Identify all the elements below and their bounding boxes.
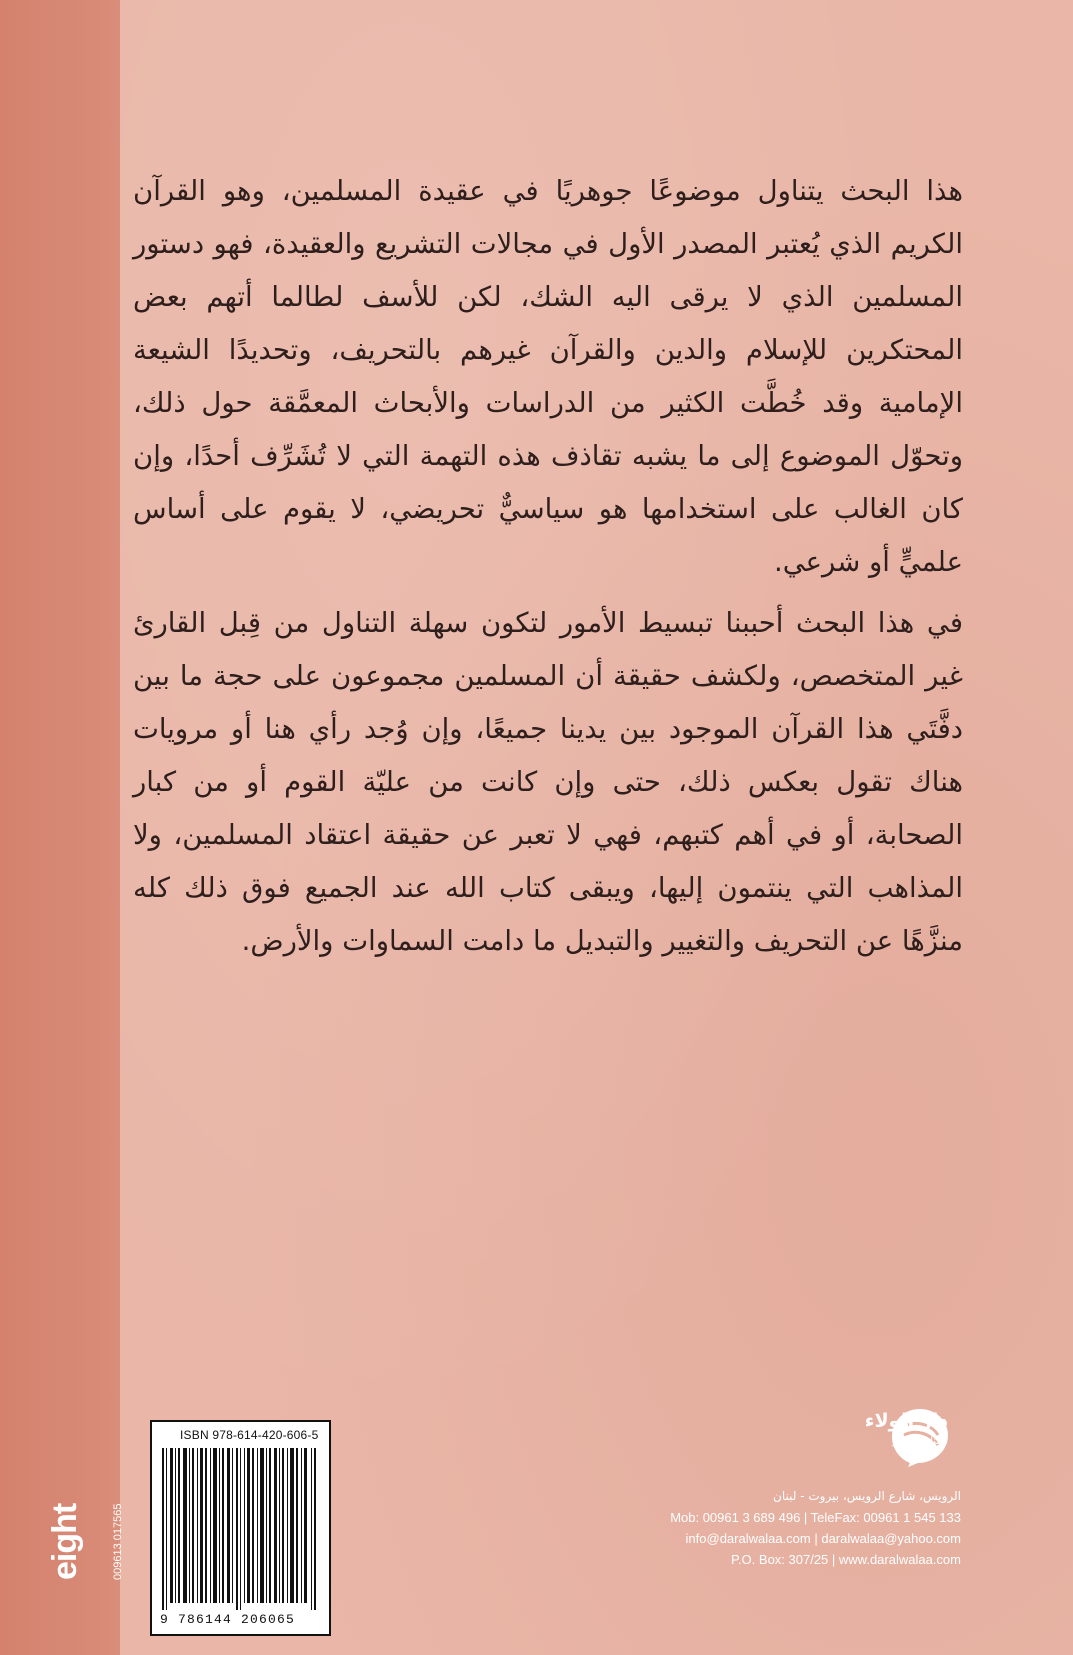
back-cover-blurb <box>133 165 963 968</box>
imprint-code: 009613 017565 <box>112 1503 124 1580</box>
barcode-icon <box>162 1448 319 1610</box>
publisher-phone: Mob: 00961 3 689 496 | TeleFax: 00961 1 545 133 <box>670 1510 961 1525</box>
blurb-paragraph-2: في هذا البحث أحببنا تبسيط الأمور لتكون سهلة التناول من قِبل القارئ غير المتخصص، ولكشف حقيقة أن المسلمين مجموعون على حجة ما بين دفَّتَي هذا القرآن الموجود بين يدينا جميعًا، وإن وُجد رأي هنا أو مرويات هناك تقول بعكس ذلك، حتى وإن كانت من عليّة القوم أو من كبار الصحابة، أو في أهم كتبهم، فهي لا تعبر عن حقيقة اعتقاد المسلمين، ولا المذاهب التي ينتمون إليها، ويبقى كتاب الله عند الجميع فوق ذلك كله منزَّهًا عن التحريف والتغيير والتبديل ما دامت السماوات والأرض. <box>133 607 963 957</box>
publisher-name: دار الولاء <box>864 1410 948 1432</box>
imprint-logo: eight <box>46 1503 84 1580</box>
publisher-email: info@daralwalaa.com | daralwalaa@yahoo.com <box>685 1531 961 1546</box>
publisher-contact <box>541 1486 961 1570</box>
publisher-subtitle: لصناعة النشر <box>892 1436 948 1447</box>
barcode-digits: 9 786144 206065 <box>160 1612 296 1627</box>
isbn-label: ISBN 978-614-420-606-5 <box>180 1428 319 1442</box>
publisher-web: P.O. Box: 307/25 | www.daralwalaa.com <box>730 1552 961 1567</box>
isbn-barcode <box>150 1420 331 1636</box>
publisher-address: الرويس، شارع الرويس، بيروت - لبنان <box>773 1489 961 1503</box>
blurb-paragraph-1: هذا البحث يتناول موضوعًا جوهريًا في عقيدة المسلمين، وهو القرآن الكريم الذي يُعتبر المصدر الأول في مجالات التشريع والعقيدة، فهو دستور المسلمين الذي لا يرقى اليه الشك، لكن للأسف لطالما أتهم بعض المحتكرين للإسلام والدين والقرآن غيرهم بالتحريف، وتحديدًا الشيعة الإمامية وقد خُطَّت الكثير من الدراسات والأبحاث المعمَّقة حول ذلك، وتحوّل الموضوع إلى ما يشبه تقاذف هذه التهمة التي لا تُشَرِّف أحدًا، وإن كان الغالب على استخدامها هو سياسيٌّ تحريضي، لا يقوم على أساس علميٍّ أو شرعي. <box>133 175 963 578</box>
